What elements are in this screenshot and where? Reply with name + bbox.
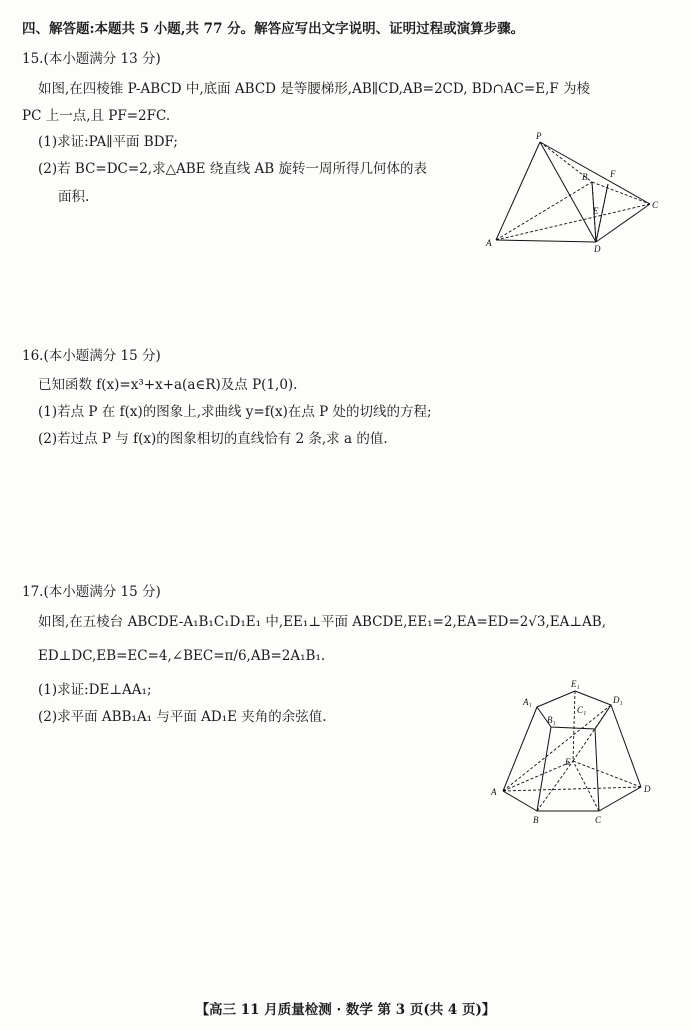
- page-footer: 【高三 11 月质量检测 · 数学 第 3 页(共 4 页)】: [195, 1002, 496, 1018]
- problem-15-header: 15.(本小题满分 13 分): [22, 51, 161, 67]
- problem-17-line-2: ED⊥DC,EB=EC=4,∠BEC=π/6,AB=2A₁B₁.: [38, 648, 326, 664]
- problem-15-line-1: 如图,在四棱锥 P-ABCD 中,底面 ABCD 是等腰梯形,AB∥CD,AB=2CD, BD∩AC=E,F 为棱: [38, 81, 591, 97]
- label-D1: D₁: [613, 695, 623, 705]
- label-B: B: [582, 172, 588, 182]
- label-E1: E₁: [571, 679, 580, 689]
- problem-15-part-1: (1)求证:PA∥平面 BDF;: [38, 134, 178, 150]
- problem-15-part-2-cont: 面积.: [58, 189, 90, 205]
- problem-16-line-1: 已知函数 f(x)=x³+x+a(a∈R)及点 P(1,0).: [38, 377, 298, 393]
- label-C1: C₁: [577, 705, 587, 715]
- label-E: E: [593, 206, 599, 216]
- label-B1: B₁: [547, 715, 556, 725]
- label-D: D: [594, 244, 601, 254]
- pyramid-figure: [480, 128, 670, 256]
- problem-17-header: 17.(本小题满分 15 分): [22, 584, 161, 600]
- section-heading: 四、解答题:本题共 5 小题,共 77 分。解答应写出文字说明、证明过程或演算步骤。: [22, 21, 525, 37]
- label-F: F: [610, 169, 616, 179]
- problem-17-line-1: 如图,在五棱台 ABCDE-A₁B₁C₁D₁E₁ 中,EE₁⊥平面 ABCDE,EE₁=2,EA=ED=2√3,EA⊥AB,: [38, 614, 607, 630]
- problem-15-line-2: PC 上一点,且 PF=2FC.: [22, 108, 171, 124]
- problem-16-part-1: (1)若点 P 在 f(x)的图象上,求曲线 y=f(x)在点 P 处的切线的方程;: [38, 404, 432, 420]
- label-A: A: [491, 787, 497, 797]
- label-P: P: [536, 131, 542, 141]
- label-A1: A₁: [523, 697, 532, 707]
- label-A: A: [486, 238, 492, 248]
- frustum-figure: [485, 675, 665, 827]
- problem-16-part-2: (2)若过点 P 与 f(x)的图象相切的直线恰有 2 条,求 a 的值.: [38, 431, 388, 447]
- problem-17-part-2: (2)求平面 ABB₁A₁ 与平面 AD₁E 夹角的余弦值.: [38, 709, 327, 725]
- label-D: D: [644, 784, 651, 794]
- problem-15-part-2: (2)若 BC=DC=2,求△ABE 绕直线 AB 旋转一周所得几何体的表: [38, 161, 428, 177]
- label-C: C: [652, 200, 659, 210]
- problem-16-header: 16.(本小题满分 15 分): [22, 348, 161, 364]
- label-B: B: [533, 815, 539, 825]
- problem-17-part-1: (1)求证:DE⊥AA₁;: [38, 682, 152, 698]
- label-C: C: [595, 815, 602, 825]
- label-E: E: [565, 757, 571, 767]
